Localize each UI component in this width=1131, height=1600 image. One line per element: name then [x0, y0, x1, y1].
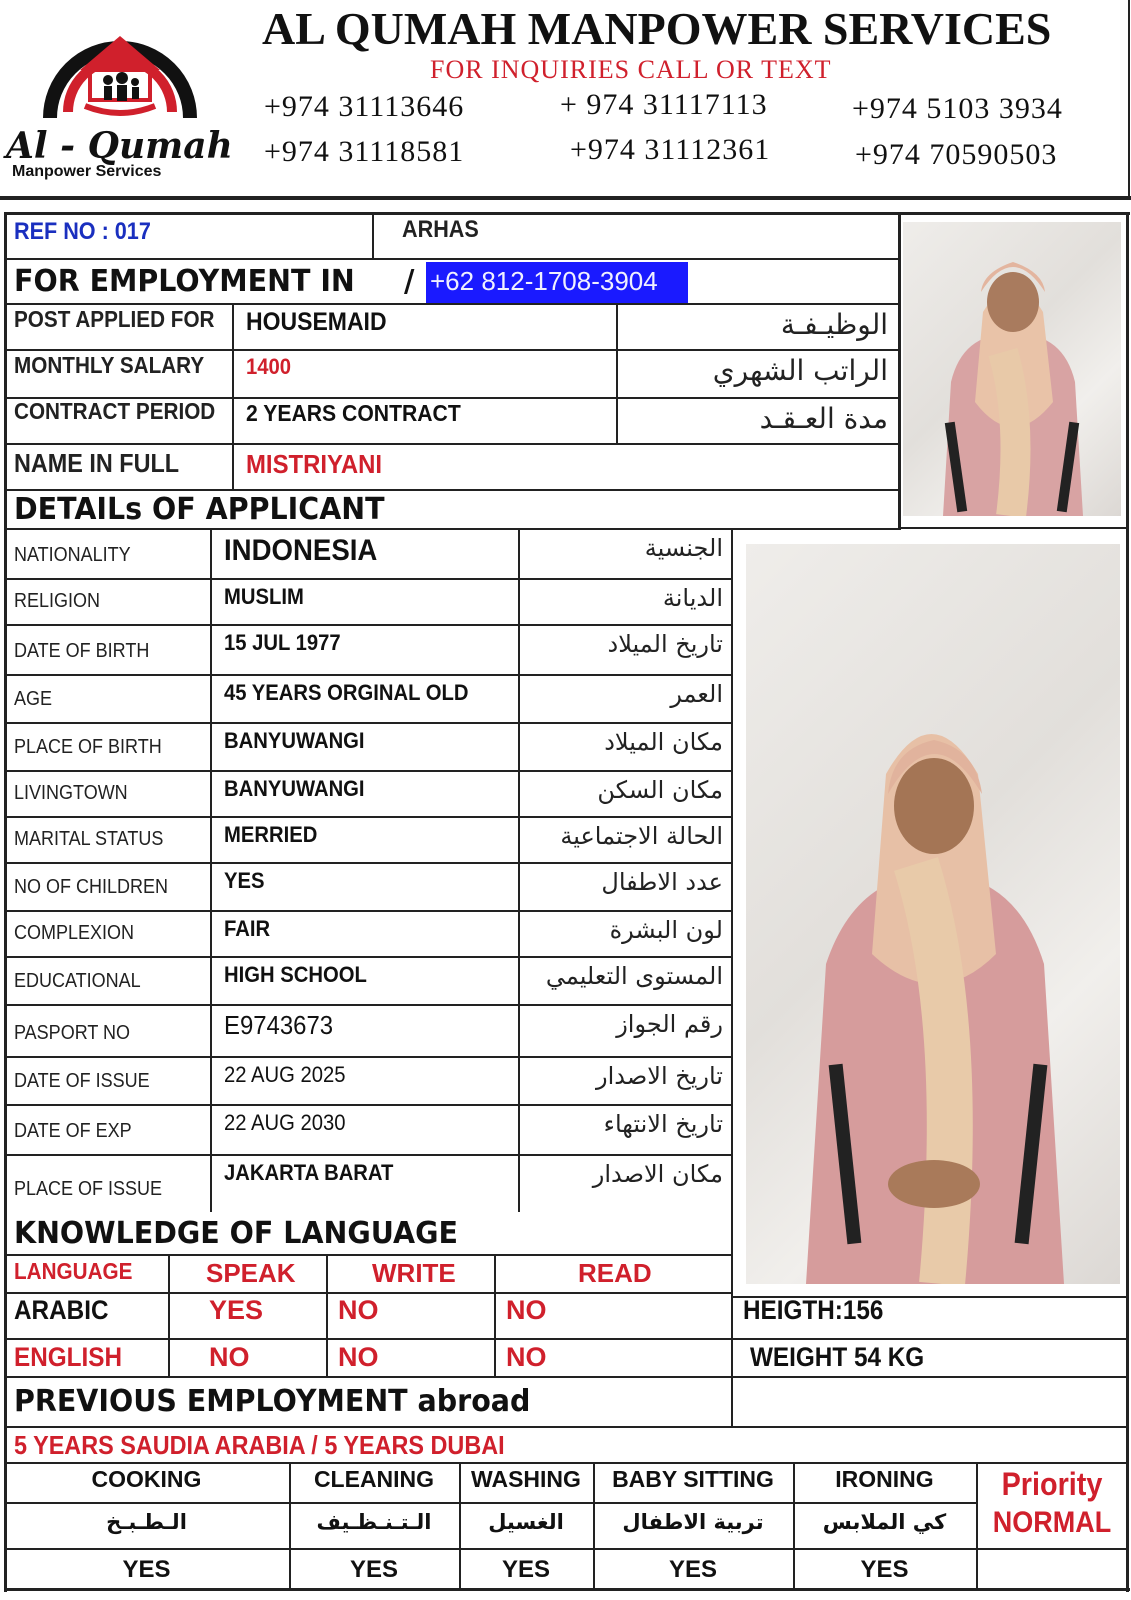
applicant-photo-small — [903, 222, 1121, 516]
details-title: DETAILs OF APPLICANT — [14, 492, 385, 527]
detail-label: COMPLEXION — [14, 922, 135, 944]
skill-value: YES — [668, 1556, 718, 1583]
inquiry-line: FOR INQUIRIES CALL OR TEXT — [430, 55, 832, 84]
ref-number: REF NO : 017 — [14, 218, 151, 245]
detail-label: PLACE OF ISSUE — [14, 1178, 163, 1200]
detail-arabic: مكان الميلاد — [604, 728, 723, 756]
detail-label: PLACE OF BIRTH — [14, 736, 162, 758]
phone-number: +974 31118581 — [264, 135, 465, 168]
employment-value: +62 812-1708-3904 — [430, 266, 658, 296]
row-divider — [4, 1154, 733, 1156]
row-divider — [4, 816, 733, 818]
company-name: AL QUMAH MANPOWER SERVICES — [262, 3, 1052, 54]
detail-arabic: مكان الاصدار — [592, 1160, 723, 1188]
skill-name: COOKING — [91, 1466, 202, 1492]
skill-value: YES — [349, 1556, 399, 1583]
detail-value: 45 YEARS ORGINAL OLD — [224, 680, 469, 705]
detail-label: EDUCATIONAL — [14, 970, 141, 992]
detail-label: MARITAL STATUS — [14, 828, 164, 850]
detail-value: HIGH SCHOOL — [224, 962, 367, 987]
height-value: HEIGTH:156 — [743, 1295, 884, 1325]
skill-arabic: تربية الاطفال — [622, 1510, 764, 1534]
contract-period-value: 2 YEARS CONTRACT — [246, 400, 461, 426]
row-divider — [4, 624, 733, 626]
language-row-english: ENGLISH — [14, 1342, 123, 1372]
detail-arabic: رقم الجواز — [616, 1010, 723, 1038]
language-row-arabic: ARABIC — [14, 1295, 109, 1325]
previous-employment-title: PREVIOUS EMPLOYMENT abroad — [14, 1384, 531, 1419]
read-header: READ — [578, 1258, 652, 1288]
contract-period-ar: مدة العـقـد — [759, 402, 888, 435]
priority-label: Priority — [1001, 1466, 1103, 1502]
row-divider — [4, 770, 733, 772]
post-applied-ar: الوظيـفـة — [780, 308, 888, 341]
skill-arabic: الـطـبـخ — [106, 1510, 187, 1534]
skill-arabic: كي الملابس — [822, 1510, 947, 1534]
arabic-read: NO — [506, 1295, 547, 1325]
post-applied-value: HOUSEMAID — [246, 308, 387, 336]
detail-arabic: تاريخ الاصدار — [596, 1062, 723, 1090]
phone-number: +974 5103 3934 — [852, 92, 1063, 125]
phone-number: +974 31113646 — [264, 90, 465, 123]
detail-value: BANYUWANGI — [224, 728, 365, 753]
detail-arabic: الحالة الاجتماعية — [560, 822, 723, 850]
detail-label: LIVINGTOWN — [14, 782, 128, 804]
detail-arabic: مكان السكن — [597, 776, 723, 804]
skill-name: BABY SITTING — [612, 1466, 774, 1492]
skill-arabic: الغسيل — [488, 1510, 564, 1534]
english-read: NO — [506, 1342, 547, 1372]
row-divider — [4, 862, 733, 864]
detail-value: MUSLIM — [224, 584, 304, 609]
skill-value: YES — [122, 1556, 171, 1583]
skill-name: IRONING — [835, 1466, 934, 1492]
detail-arabic: المستوى التعليمي — [545, 962, 723, 990]
detail-value: MERRIED — [224, 822, 318, 847]
detail-value: INDONESIA — [224, 534, 378, 567]
detail-arabic: الجنسية — [644, 534, 723, 562]
row-divider — [4, 910, 733, 912]
write-header: WRITE — [372, 1258, 456, 1288]
detail-arabic: عدد الاطفال — [601, 868, 723, 896]
detail-value: YES — [224, 868, 265, 893]
logo-script: Al - Qumah — [6, 125, 233, 167]
phone-number: + 974 31117113 — [560, 88, 768, 121]
skill-value: YES — [501, 1556, 551, 1583]
priority-value: NORMAL — [992, 1506, 1112, 1539]
logo-subtitle: Manpower Services — [12, 163, 162, 180]
skill-name: WASHING — [471, 1466, 581, 1492]
previous-employment-value: 5 YEARS SAUDIA ARABIA / 5 YEARS DUBAI — [14, 1430, 505, 1460]
phone-number: +974 31112361 — [570, 133, 771, 166]
skill-name: CLEANING — [313, 1466, 435, 1492]
contract-period-label: CONTRACT PERIOD — [14, 398, 216, 424]
detail-label: DATE OF EXP — [14, 1120, 132, 1142]
arabic-write: NO — [338, 1295, 379, 1325]
detail-arabic: العمر — [670, 680, 723, 708]
agent-name: ARHAS — [402, 216, 479, 243]
applicant-photo-large — [746, 544, 1120, 1284]
detail-arabic: لون البشرة — [609, 916, 723, 944]
arabic-speak: YES — [209, 1295, 264, 1325]
english-speak: NO — [209, 1342, 250, 1372]
detail-value: JAKARTA BARAT — [224, 1160, 394, 1185]
detail-label: AGE — [14, 688, 53, 710]
speak-header: SPEAK — [206, 1258, 296, 1288]
skill-arabic: الـتـنـظـيف — [316, 1510, 432, 1534]
row-divider — [4, 722, 733, 724]
header-divider — [0, 196, 1131, 200]
language-title: KNOWLEDGE OF LANGUAGE — [14, 1216, 458, 1251]
detail-label: DATE OF ISSUE — [14, 1070, 150, 1092]
detail-label: PASPORT NO — [14, 1022, 131, 1044]
language-header: LANGUAGE — [14, 1258, 133, 1284]
detail-arabic: تاريخ الميلاد — [607, 630, 723, 658]
detail-label: NATIONALITY — [14, 544, 131, 566]
detail-arabic: الديانة — [662, 584, 723, 612]
detail-value: BANYUWANGI — [224, 776, 365, 801]
post-applied-label: POST APPLIED FOR — [14, 306, 215, 332]
detail-value: 22 AUG 2025 — [224, 1062, 346, 1087]
row-divider — [4, 1056, 733, 1058]
full-name-value: MISTRIYANI — [246, 449, 383, 479]
phone-number: +974 70590503 — [855, 138, 1058, 171]
detail-value: FAIR — [224, 916, 271, 941]
full-name-label: NAME IN FULL — [14, 448, 180, 478]
company-logo — [30, 8, 210, 138]
monthly-salary-ar: الراتب الشهري — [712, 354, 888, 387]
row-divider — [4, 956, 733, 958]
weight-value: WEIGHT 54 KG — [750, 1342, 925, 1372]
detail-value: E9743673 — [224, 1010, 334, 1040]
skill-value: YES — [860, 1556, 909, 1583]
detail-arabic: تاريخ الانتهاء — [603, 1110, 723, 1138]
row-divider — [4, 1004, 733, 1006]
employment-label: FOR EMPLOYMENT IN — [14, 264, 355, 299]
detail-value: 22 AUG 2030 — [224, 1110, 346, 1135]
row-divider — [4, 674, 733, 676]
english-write: NO — [338, 1342, 379, 1372]
detail-label: DATE OF BIRTH — [14, 640, 150, 662]
employment-separator: / — [404, 264, 415, 299]
detail-value: 15 JUL 1977 — [224, 630, 341, 655]
monthly-salary-label: MONTHLY SALARY — [14, 352, 205, 378]
detail-label: RELIGION — [14, 590, 101, 612]
row-divider — [4, 578, 733, 580]
monthly-salary-value: 1400 — [246, 354, 292, 379]
row-divider — [4, 1104, 733, 1106]
header — [0, 0, 1131, 200]
detail-label: NO OF CHILDREN — [14, 876, 169, 898]
